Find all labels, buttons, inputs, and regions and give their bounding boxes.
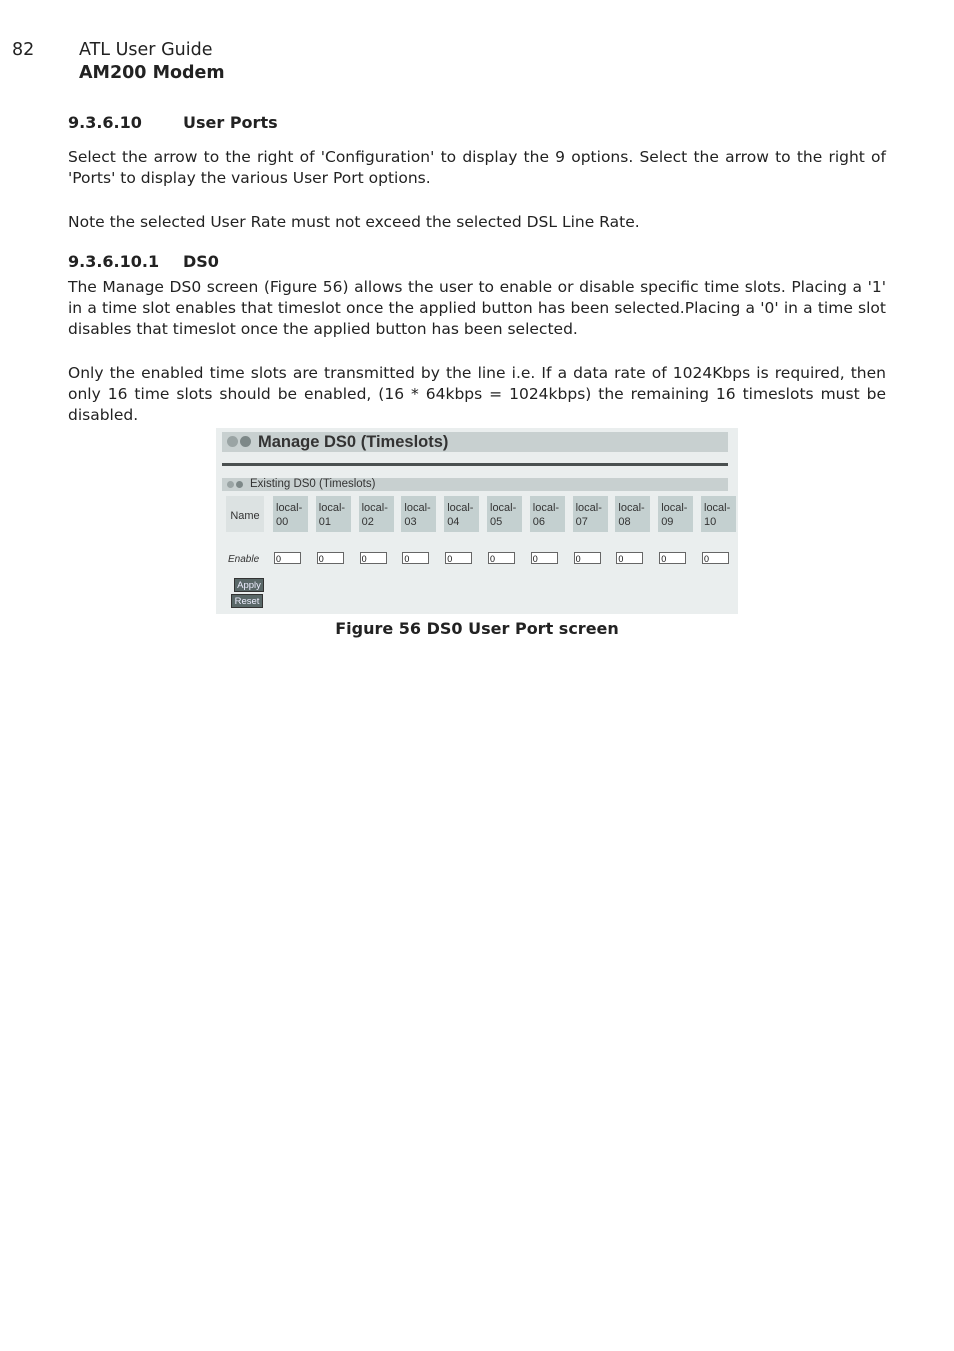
timeslot-header	[487, 496, 522, 532]
timeslot-enable-input[interactable]: 0	[445, 552, 472, 564]
section-title: User Ports	[183, 113, 278, 132]
page-number: 82	[12, 40, 35, 60]
timeslot-label-prefix: local-	[447, 502, 474, 514]
manage-ds0-titlebar	[222, 432, 728, 452]
section-paragraph-1: Select the arrow to the right of 'Configuration' to display the 9 options. Select the arrow to the right of 'Ports' to display the various User Port options.	[68, 148, 886, 187]
timeslot-label-prefix: local-	[532, 502, 560, 514]
existing-ds0-title: Existing DS0 (Timeslots)	[250, 478, 376, 490]
timeslot-label-prefix: local-	[361, 502, 388, 514]
timeslot-header	[615, 496, 650, 532]
existing-ds0-bar	[222, 478, 728, 491]
timeslot-label-prefix: local-	[575, 502, 602, 514]
timeslot-label-number: 00	[276, 516, 289, 528]
timeslot-enable-input[interactable]: 0	[360, 552, 387, 564]
timeslot-enable-input[interactable]: 0	[317, 552, 344, 564]
ds0-screenshot	[216, 428, 738, 614]
timeslot-label-prefix: local-	[704, 502, 731, 514]
timeslot-enable-input[interactable]: 0	[616, 552, 643, 564]
timeslot-header	[573, 496, 608, 532]
timeslot-header	[530, 496, 565, 532]
timeslot-label-number: 08	[618, 516, 631, 528]
timeslot-header	[658, 496, 693, 532]
timeslot-label-number: 09	[661, 516, 674, 528]
timeslot-label-number: 04	[447, 516, 460, 528]
timeslot-enable-input[interactable]: 0	[574, 552, 601, 564]
timeslot-enable-input[interactable]: 0	[531, 552, 558, 564]
timeslot-enable-input[interactable]: 0	[402, 552, 429, 564]
timeslot-label-number: 06	[532, 516, 546, 528]
subsection-paragraph-1: The Manage DS0 screen (Figure 56) allows the user to enable or disable specific time slots. Placing a '1' in a time slot enables that timeslot once the applied button has been selected.Placing a '0' in a time slot disables that timeslot once the applied button has been selected.	[68, 278, 886, 338]
timeslot-label-prefix: local-	[618, 502, 645, 514]
apply-button[interactable]: Apply	[234, 578, 264, 592]
timeslot-label-number: 10	[704, 516, 717, 528]
timeslot-header	[701, 496, 736, 532]
timeslot-header	[401, 496, 436, 532]
timeslot-label-number: 03	[404, 516, 417, 528]
section-number: 9.3.6.10	[68, 113, 142, 132]
timeslot-label-number: 07	[575, 516, 588, 528]
timeslot-label-prefix: local-	[404, 502, 431, 514]
timeslot-enable-input[interactable]: 0	[702, 552, 729, 564]
timeslot-header	[273, 496, 308, 532]
timeslot-label-number: 01	[318, 516, 332, 528]
section-paragraph-2: Note the selected User Rate must not exceed the selected DSL Line Rate.	[68, 213, 640, 231]
figure-caption: Figure 56 DS0 User Port screen	[335, 619, 619, 638]
enable-label: Enable	[228, 554, 260, 565]
timeslot-enable-input[interactable]: 0	[488, 552, 515, 564]
guide-title: ATL User Guide	[79, 40, 213, 60]
subsection-title: DS0	[183, 252, 219, 271]
timeslot-header	[444, 496, 479, 532]
reset-button[interactable]: Reset	[231, 594, 263, 608]
timeslot-enable-input[interactable]: 0	[659, 552, 686, 564]
timeslot-header	[359, 496, 394, 532]
subsection-paragraph-2: Only the enabled time slots are transmitted by the line i.e. If a data rate of 1024Kbps is required, then only 16 time slots should be enabled, (16 * 64kbps = 1024kbps) the remaining 16 timeslots must be disabled.	[68, 364, 886, 424]
timeslot-label-prefix: local-	[490, 502, 517, 514]
timeslot-label-prefix: local-	[276, 502, 303, 514]
timeslot-label-number: 02	[361, 516, 374, 528]
name-header: Name	[226, 496, 264, 532]
subtitle-dots-icon	[227, 481, 243, 488]
title-divider	[222, 463, 728, 466]
title-dots-icon	[227, 436, 251, 447]
manage-ds0-title: Manage DS0 (Timeslots)	[258, 433, 449, 451]
timeslot-label-prefix: local-	[318, 502, 346, 514]
subsection-number: 9.3.6.10.1	[68, 252, 160, 271]
timeslot-header	[316, 496, 351, 532]
timeslot-label-prefix: local-	[661, 502, 688, 514]
timeslot-label-number: 05	[490, 516, 503, 528]
model-title: AM200 Modem	[79, 63, 225, 83]
timeslot-enable-input[interactable]: 0	[274, 552, 301, 564]
